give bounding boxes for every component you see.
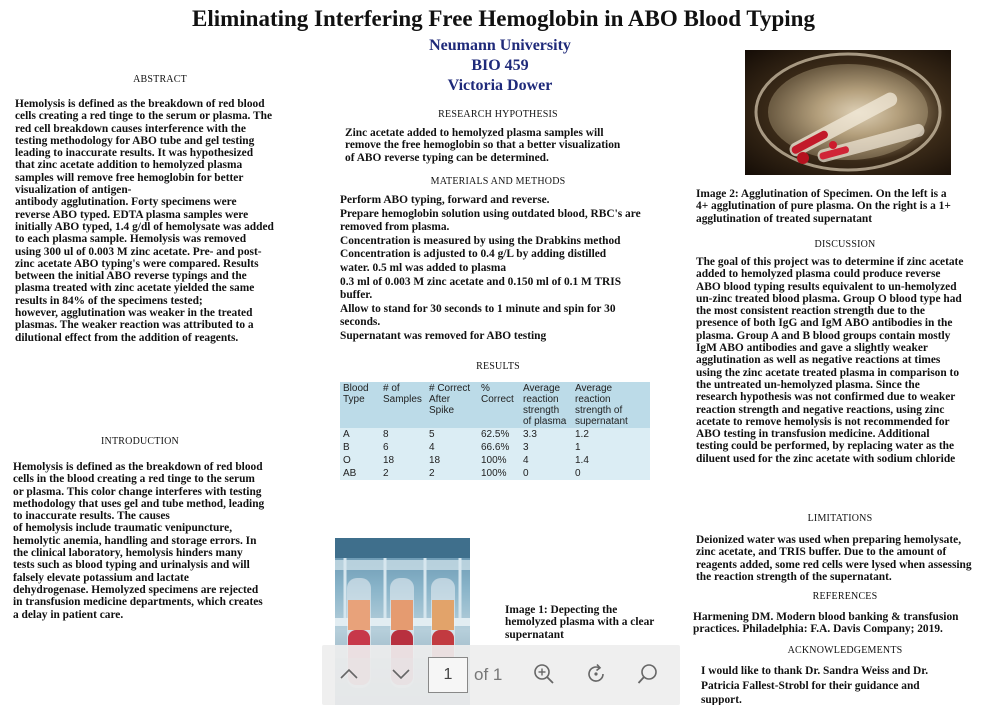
table-cell: 100%	[478, 467, 520, 480]
text-line: 4+ agglutination of pure plasma. On the right is a 1+	[696, 200, 951, 213]
text-line: falsely elevate potassium and lactate	[13, 571, 189, 584]
text-line: the most consistent reaction strength due to the	[696, 305, 925, 318]
text-line: Allow to stand for 30 seconds to 1 minute and spin for 30	[340, 302, 616, 315]
text-line: the untreated un-hemolyzed plasma. Since the	[696, 378, 920, 391]
zoom-in-icon[interactable]	[532, 662, 556, 689]
hypothesis-heading: RESEARCH HYPOTHESIS	[438, 109, 558, 120]
university: Neumann University	[429, 37, 571, 54]
chevron-down-icon[interactable]	[390, 663, 412, 688]
table-cell: 0	[572, 467, 650, 480]
image1-caption	[505, 604, 654, 641]
text-line: Hemolysis is defined as the breakdown of red blood	[13, 461, 263, 473]
text-line: to each plasma sample. Hemolysis was removed	[15, 233, 247, 246]
text-line: removed from plasma.	[340, 221, 450, 234]
text-line: added to hemolyzed plasma could produce reverse	[696, 268, 941, 281]
page-total: of 1	[474, 665, 503, 684]
agglutination-photo	[745, 50, 951, 175]
text-line: water. 0.5 ml was added to plasma	[340, 261, 507, 274]
text-line: presence of both IgG and IgM ABO antibodies in the	[696, 317, 953, 330]
chevron-up-icon[interactable]	[338, 663, 360, 688]
text-line: tests such as blood typing and urinalysis and will	[13, 559, 250, 572]
text-line: a delay in patient care.	[13, 608, 124, 621]
text-line: zinc acetate ABO typing's were compared. Results	[15, 257, 259, 270]
text-line: leading to inaccurate results. It was hypothesized	[15, 147, 254, 160]
table-cell: 4	[520, 454, 572, 467]
text-line: between the initial ABO reverse typings and the	[15, 270, 247, 283]
abstract-heading: ABSTRACT	[133, 74, 187, 85]
references-text	[693, 611, 959, 636]
text-line: agglutination of treated supernatant	[696, 212, 873, 225]
table-row	[340, 428, 650, 441]
table-cell: 6	[380, 441, 426, 454]
text-line: antibody agglutination. Forty specimens were	[15, 196, 237, 209]
text-line: un-zinc treated blood plasma. Group O blood type had	[696, 292, 962, 305]
references-heading: REFERENCES	[812, 591, 878, 602]
text-line: red cell breakdown causes interference with the	[15, 122, 246, 135]
text-line: initially ABO typed, 1.4 g/dl of hemolysate was added	[15, 220, 274, 233]
text-line: plasma treated with zinc acetate yielded the same	[15, 282, 255, 295]
text-line: Concentration is adjusted to 0.4 g/L by adding distilled	[340, 248, 607, 261]
text-line: samples will remove free hemoglobin for better	[15, 171, 244, 184]
text-line: Deionized water was used when preparing hemolysate,	[696, 534, 962, 546]
table-cell: 1	[572, 441, 650, 454]
text-line: cells creating a red tinge to the serum or plasma. The	[15, 110, 273, 123]
methods-text	[340, 194, 641, 344]
text-line: hemolytic anemia, handling and storage errors. In	[13, 534, 257, 547]
poster-title: Eliminating Interfering Free Hemoglobin in ABO Blood Typing	[192, 6, 815, 31]
table-cell: 5	[426, 428, 478, 441]
text-line: dehydrogenase. Hemolyzed specimens are rejected	[13, 583, 259, 596]
agglutination-illustration	[745, 50, 951, 175]
hypothesis-text	[345, 127, 620, 164]
text-line: visualization of antigen-	[15, 184, 132, 197]
column-header: Average reaction strength of plasma	[520, 382, 572, 428]
table-cell: 18	[426, 454, 478, 467]
results-table-wrapper	[340, 382, 650, 480]
viewer-toolbar	[322, 645, 680, 705]
text-line: diluent used for the zinc acetate with sodium chloride	[696, 452, 956, 465]
text-line: results in 84% of the specimens tested;	[15, 294, 203, 307]
table-cell: 8	[380, 428, 426, 441]
text-line: in transfusion medicine departments, which creates	[13, 596, 263, 609]
text-line: of ABO reverse typing can be determined.	[345, 151, 549, 164]
text-line: Zinc acetate added to hemolyzed plasma samples will	[345, 127, 604, 139]
text-line: buffer.	[340, 289, 373, 302]
text-line: remove the free hemoglobin so that a better visualization	[345, 139, 621, 152]
text-line: zinc acetate, and TRIS buffer. Due to the amount of	[696, 546, 947, 559]
table-cell: 0	[520, 467, 572, 480]
text-line: supernatant	[505, 628, 564, 641]
text-line: IgM ABO antibodies and gave a slightly weaker	[696, 342, 928, 355]
text-line: I would like to thank Dr. Sandra Weiss and Dr.	[701, 665, 929, 677]
text-line: testing methodology for ABO tube and gel testing	[15, 134, 255, 147]
text-line: support.	[701, 694, 742, 705]
text-line: seconds.	[340, 316, 381, 329]
column-header: # of Samples	[380, 382, 426, 428]
text-line: acetate to remove hemolysis is not recommended for	[696, 415, 950, 428]
table-cell: AB	[340, 467, 380, 480]
discussion-text	[696, 256, 963, 465]
limitations-heading: LIMITATIONS	[807, 513, 873, 524]
results-heading: RESULTS	[476, 361, 520, 372]
text-line: practices. Philadelphia: F.A. Davis Company; 2019.	[693, 623, 943, 636]
table-cell: A	[340, 428, 380, 441]
text-line: Perform ABO typing, forward and reverse.	[340, 194, 550, 206]
acknowledgements-heading: ACKNOWLEDGEMENTS	[787, 645, 903, 656]
text-line: The goal of this project was to determine if zinc acetate	[696, 256, 964, 268]
image2-caption	[696, 188, 951, 225]
column-header: Average reaction strength of supernatant	[572, 382, 650, 428]
table-cell: 62.5%	[478, 428, 520, 441]
text-line: the reaction strength of the supernatant.	[696, 570, 892, 583]
text-line: that zinc acetate addition to hemolyzed plasma	[15, 159, 243, 172]
table-cell: 2	[426, 467, 478, 480]
results-table	[340, 382, 650, 480]
text-line: reagents added, some red cells were lysed when assessing	[696, 558, 972, 571]
column-header: % Correct	[478, 382, 520, 428]
author: Victoria Dower	[447, 77, 553, 94]
discussion-heading: DISCUSSION	[814, 239, 876, 250]
table-cell: 1.2	[572, 428, 650, 441]
introduction-text	[13, 461, 264, 621]
table-cell: O	[340, 454, 380, 467]
text-line: research hypothesis was not confirmed due to weaker	[696, 391, 956, 404]
text-line: Image 2: Agglutination of Specimen. On the left is a	[696, 188, 947, 200]
page-number-input[interactable]: 1	[428, 657, 468, 693]
rotate-icon[interactable]	[584, 662, 608, 689]
text-line: Concentration is measured by using the Drabkins method	[340, 234, 621, 247]
table-cell: 66.6%	[478, 441, 520, 454]
table-row	[340, 454, 650, 467]
text-line: plasmas. The weaker reaction was attributed to a	[15, 319, 254, 332]
table-cell: 4	[426, 441, 478, 454]
text-line: dilutional effect from the addition of reagents.	[15, 331, 239, 344]
text-line: the clinical laboratory, hemolysis hinders many	[13, 547, 243, 560]
text-line: methodology that uses gel and tube method, leading	[13, 497, 265, 510]
text-line: Harmening DM. Modern blood banking & transfusion	[693, 611, 959, 623]
table-cell: 3	[520, 441, 572, 454]
table-cell: 2	[380, 467, 426, 480]
table-row	[340, 441, 650, 454]
column-header: Blood Type	[340, 382, 380, 428]
text-line: reverse ABO typed. EDTA plasma samples were	[15, 208, 249, 221]
text-line: agglutination as well as negative reactions at times	[696, 354, 941, 367]
text-line: using 300 ul of 0.003 M zinc acetate. Pre- and post-	[15, 245, 262, 258]
column-header: # Correct After Spike	[426, 382, 478, 428]
methods-heading: MATERIALS AND METHODS	[430, 176, 566, 187]
text-line: Patricia Fallest-Strobl for their guidance and	[701, 679, 920, 692]
table-cell: 3.3	[520, 428, 572, 441]
text-line: cells in the blood creating a red tinge to the serum	[13, 473, 255, 486]
text-line: ABO testing in transfusion medicine. Additional	[696, 428, 930, 441]
text-line: using the zinc acetate treated plasma in comparison to	[696, 366, 960, 379]
text-line: Supernatant was removed for ABO testing	[340, 329, 547, 342]
acknowledgements-text	[701, 664, 928, 705]
text-line: plasma. Group A and B blood groups contain mostly	[696, 329, 951, 342]
text-line: or plasma. This color change interferes with testing	[13, 485, 262, 498]
search-icon[interactable]	[636, 662, 660, 689]
text-line: Prepare hemoglobin solution using outdated blood, RBC's are	[340, 207, 641, 220]
introduction-heading: INTRODUCTION	[101, 436, 179, 447]
limitations-text	[696, 534, 972, 583]
table-cell: 100%	[478, 454, 520, 467]
table-cell: 18	[380, 454, 426, 467]
text-line: Image 1: Depecting the	[505, 604, 618, 616]
text-line: however, agglutination was weaker in the treated	[15, 307, 253, 320]
table-row	[340, 467, 650, 480]
text-line: reaction strength and negative reactions, using zinc	[696, 403, 945, 416]
text-line: 0.3 ml of 0.003 M zinc acetate and 0.150 ml of 0.1 M TRIS	[340, 275, 622, 288]
text-line: ABO blood typing results equivalent to un-hemolyzed	[696, 280, 957, 293]
text-line: hemolyzed plasma with a clear	[505, 616, 655, 629]
text-line: to inaccurate results. The causes	[13, 510, 170, 523]
course: BIO 459	[471, 57, 529, 74]
text-line: testing could be performed, by replacing water as the	[696, 440, 955, 453]
abstract-text	[15, 98, 274, 344]
table-cell: B	[340, 441, 380, 454]
results-header-row	[340, 382, 650, 428]
text-line: of hemolysis include traumatic venipuncture,	[13, 522, 233, 535]
text-line: Hemolysis is defined as the breakdown of red blood	[15, 98, 265, 110]
table-cell: 1.4	[572, 454, 650, 467]
